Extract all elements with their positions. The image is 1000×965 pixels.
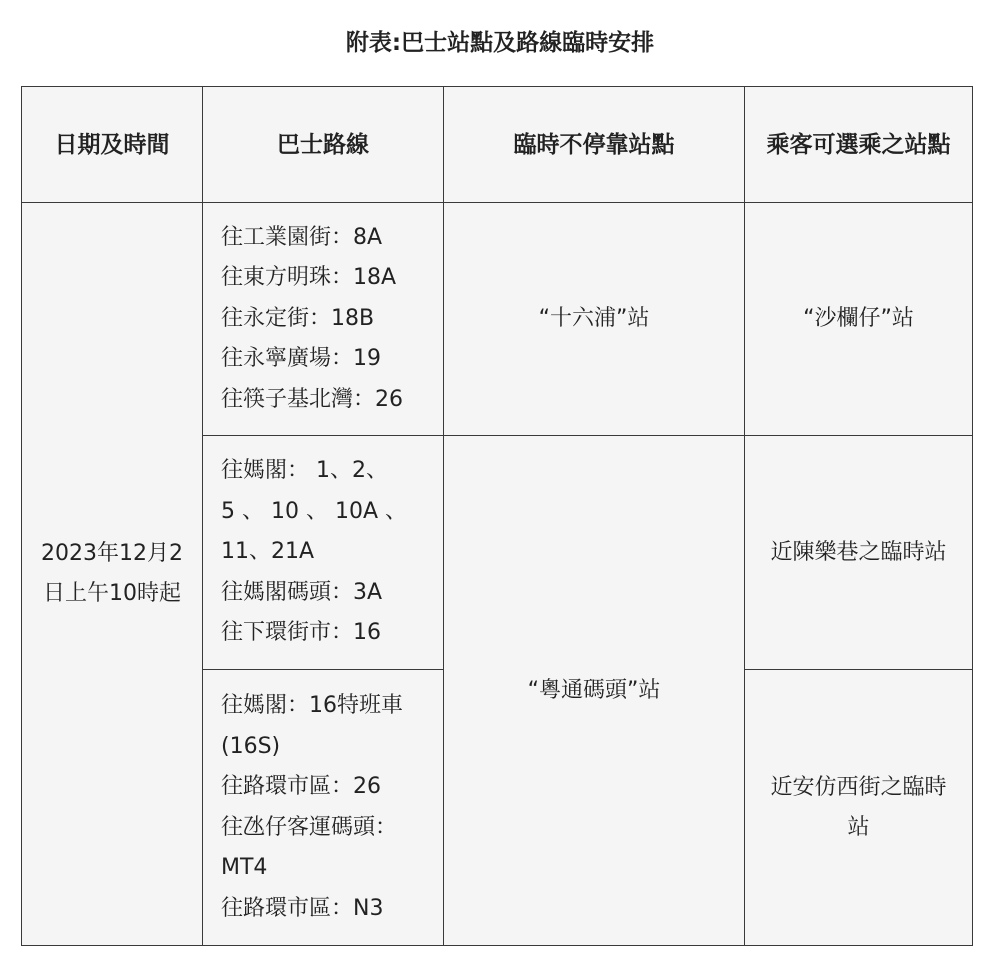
bus-arrangement-table	[21, 86, 973, 946]
alternative-stop-cell: 近安仿西街之臨時站	[745, 670, 973, 946]
route-line: 往筷子基北灣：26	[221, 386, 403, 412]
route-line: 往永寧廣場：19	[221, 346, 381, 372]
table-row	[22, 203, 973, 436]
route-line: MT4	[221, 855, 268, 880]
route-line: 往路環市區：26	[221, 774, 381, 799]
route-line: 5 、 10 、 10A 、	[221, 498, 408, 524]
route-line: 往媽閣：16特班車	[221, 693, 403, 718]
suspended-stop-cell: “十六浦”站	[444, 203, 745, 436]
route-line: 往媽閣： 1、2、	[221, 458, 388, 484]
route-line: 往下環街市：16	[221, 620, 381, 646]
routes-cell-group2	[203, 436, 444, 670]
header-row	[22, 87, 973, 203]
header-bus-routes: 巴士路線	[203, 87, 444, 203]
route-line: 往媽閣碼頭：3A	[221, 579, 383, 605]
alternative-stop-cell: “沙欄仔”站	[745, 203, 973, 436]
route-line: 往工業園街：8A	[221, 224, 383, 250]
route-line: 往永定街：18B	[221, 305, 375, 331]
route-line: 11、21A	[221, 539, 315, 565]
alternative-stop-cell: 近陳樂巷之臨時站	[745, 436, 973, 670]
route-line: 往東方明珠：18A	[221, 265, 397, 291]
header-alternative-stop: 乘客可選乘之站點	[745, 87, 973, 203]
header-suspended-stop: 臨時不停靠站點	[444, 87, 745, 203]
suspended-stop-cell: “粵通碼頭”站	[444, 436, 745, 946]
date-time-cell: 2023年12月2日上午10時起	[22, 203, 203, 946]
route-line: 往路環市區：N3	[221, 895, 384, 921]
page-title: 附表:巴士站點及路線臨時安排	[345, 30, 655, 56]
routes-cell-group3	[203, 670, 444, 946]
route-line: (16S)	[221, 733, 281, 759]
header-date-time: 日期及時間	[22, 87, 203, 203]
route-line: 往氹仔客運碼頭：	[221, 814, 398, 840]
routes-cell-group1	[203, 203, 444, 436]
